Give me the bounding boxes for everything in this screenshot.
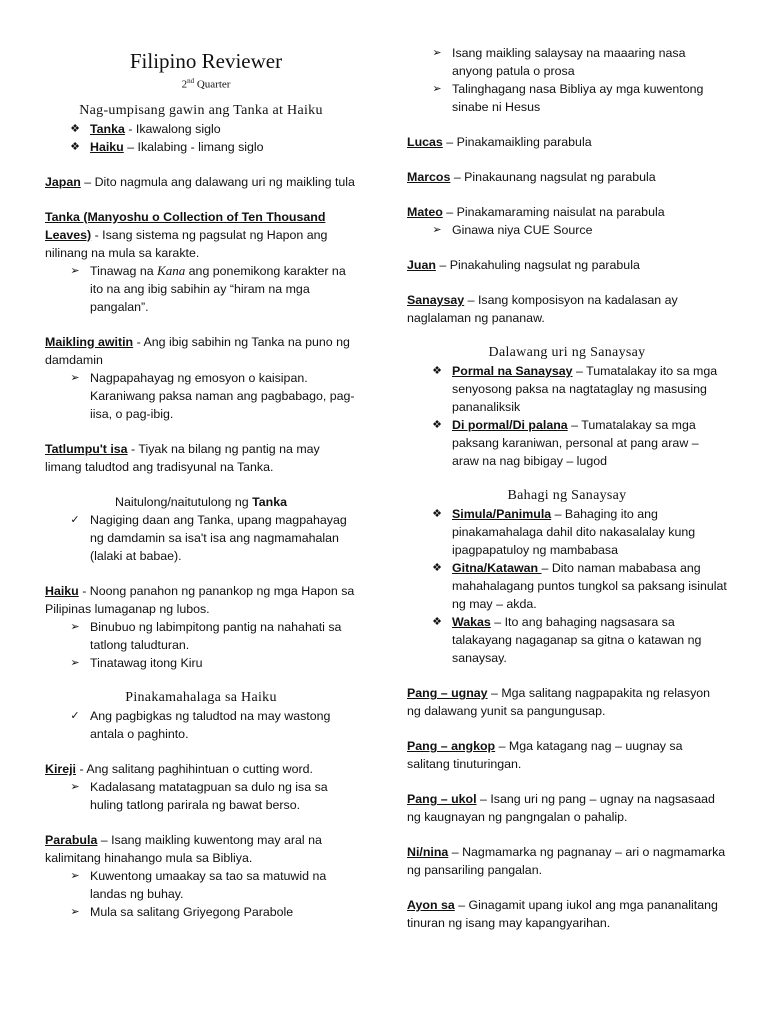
section-heading-pinakamahalaga: Pinakamahalaga sa Haiku	[125, 689, 277, 705]
kireji-list	[45, 778, 357, 814]
text: Naitulong/naitutulong ng	[115, 494, 253, 509]
section-heading-tanka-haiku: Nag-umpisang gawin ang Tanka at Haiku	[79, 102, 323, 118]
list-item	[67, 511, 357, 565]
dalawang-uri-list	[407, 362, 727, 470]
entry-ni-nina	[407, 843, 727, 879]
list-item	[67, 369, 357, 423]
term: Haiku	[45, 583, 79, 598]
tanka-haiku-list	[45, 120, 357, 156]
definition: - Ikawalong siglo	[124, 121, 221, 136]
term: Japan	[45, 174, 81, 189]
parabula-continued-list	[407, 44, 727, 116]
definition: – Pinakaunang nagsulat ng parabula	[450, 170, 656, 184]
entry-mateo	[407, 203, 727, 221]
definition: - Tiyak na bilang ng pantig na may limang taludtod ang tradisyunal na Tanka.	[45, 441, 320, 474]
entry-pang-ukol	[407, 790, 727, 826]
definition: - Isang sistema ng pagsulat ng Hapon ang nilinang na mula sa karakte.	[45, 227, 328, 260]
term: Pormal na Sanaysay	[452, 364, 573, 378]
entry-ayon-sa	[407, 896, 727, 932]
entry-marcos	[407, 168, 727, 186]
entry-haiku	[45, 582, 357, 618]
term: Parabula	[45, 832, 98, 847]
tanka-list	[45, 262, 357, 316]
italic-term: Kana	[157, 262, 186, 278]
diamond-bullet-icon: ❖	[70, 140, 80, 153]
definition: – Bahaging ito ang pinakamahalaga dahil dito nakasalalay kung ipagpapatuloy ng mambabasa	[452, 507, 696, 557]
term: Tanka	[90, 121, 125, 136]
haiku-list	[45, 618, 357, 672]
entry-pang-ugnay	[407, 684, 727, 720]
text: Talinghagang nasa Bibliya ay mga kuwentong sinabe ni Hesus	[452, 82, 704, 114]
term: Pang – ukol	[407, 792, 477, 806]
definition: – Ikalabing - limang siglo	[123, 139, 264, 154]
text: Mula sa salitang Griyegong Parabole	[90, 904, 294, 919]
entry-lucas	[407, 133, 727, 151]
arrow-bullet-icon: ➢	[70, 656, 80, 669]
entry-tatlumpu	[45, 440, 357, 476]
definition: - Noong panahon ng panankop ng mga Hapon sa Pilipinas lumaganap ng lubos.	[45, 583, 355, 616]
definition: – Nagmamarka ng pagnanay – ari o nagmamarka ng pansariling pangalan.	[407, 845, 726, 877]
check-bullet-icon: ✓	[70, 513, 80, 526]
list-item	[67, 120, 357, 138]
definition: – Pinakahuling nagsulat ng parabula	[435, 258, 640, 272]
list-item	[429, 80, 727, 116]
definition: – Ginagamit upang iukol ang mga pananalitang tinuran ng isang may kapangyarihan.	[407, 898, 718, 930]
term: Pang – ugnay	[407, 686, 488, 700]
term: Kireji	[45, 761, 76, 776]
term: Maikling awitin	[45, 334, 134, 349]
term: Marcos	[407, 170, 451, 184]
diamond-bullet-icon: ❖	[432, 419, 442, 431]
text: Kuwentong umaakay sa tao sa matuwid na landas ng buhay.	[90, 868, 327, 901]
text: Nagiging daan ang Tanka, upang magpahayag ng damdamin sa isa't isa ang nagmamahalan (lalaki at babae).	[90, 512, 347, 563]
list-item	[429, 416, 727, 470]
list-item	[67, 262, 357, 316]
definition: – Mga salitang nagpapakita ng relasyon ng dalawang yunit sa pangungusap.	[407, 686, 711, 718]
definition: – Mga katagang nag – uugnay sa salitang tinuturingan.	[407, 739, 683, 771]
definition: - Ang salitang paghihintuan o cutting word.	[76, 761, 313, 776]
list-item	[429, 505, 727, 559]
list-item	[429, 44, 727, 80]
list-item	[429, 221, 727, 239]
pinakamahalaga-list	[45, 707, 357, 743]
arrow-bullet-icon: ➢	[70, 620, 80, 633]
entry-maikling-awitin	[45, 333, 357, 369]
list-item	[429, 559, 727, 613]
section-heading-dalawang-uri: Dalawang uri ng Sanaysay	[488, 345, 646, 360]
arrow-bullet-icon: ➢	[432, 224, 442, 236]
entry-kireji	[45, 760, 357, 778]
diamond-bullet-icon: ❖	[432, 365, 442, 377]
term: Juan	[407, 258, 436, 272]
text: Ang pagbigkas ng taludtod na may wastong antala o paghinto.	[90, 708, 331, 741]
list-item	[67, 707, 357, 743]
diamond-bullet-icon: ❖	[432, 508, 442, 520]
diamond-bullet-icon: ❖	[70, 122, 80, 135]
term: Sanaysay	[407, 293, 465, 307]
list-item	[429, 362, 727, 416]
arrow-bullet-icon: ➢	[70, 780, 80, 793]
entry-parabula	[45, 831, 357, 867]
text: Binubuo ng labimpitong pantig na nahahati sa tatlong taludturan.	[90, 619, 342, 652]
definition: – Pinakamaraming naisulat na parabula	[442, 205, 665, 219]
definition: - Ang ibig sabihin ng Tanka na puno ng damdamin	[45, 334, 350, 367]
text: Nagpapahayag ng emosyon o kaisipan. Karaniwang paksa naman ang pagbabago, pag-iisa, o pag-ibig.	[90, 370, 355, 421]
definition: – Ito ang bahaging nagsasara sa talakayang nagaganap sa gitna o katawan ng sanaysay.	[452, 615, 702, 665]
term: Haiku	[90, 139, 124, 154]
definition: – Isang maikling kuwentong may aral na kalimitang hinahango mula sa Bibliya.	[45, 832, 322, 865]
bold-text: Tanka	[252, 494, 287, 509]
right-column	[407, 0, 727, 932]
maikling-list	[45, 369, 357, 423]
definition: – Isang uri ng pang – ugnay na nagsasaad ng kaugnayan ng pangngalan o pahalip.	[407, 792, 715, 824]
entry-japan	[45, 173, 357, 191]
arrow-bullet-icon: ➢	[70, 905, 80, 918]
text: ang ponemikong karakter na ito na ang ibig sabihin ay “hiram na mga pangalan”.	[90, 263, 346, 314]
arrow-bullet-icon: ➢	[70, 371, 80, 384]
definition: – Dito nagmula ang dalawang uri ng maikling tula	[80, 174, 355, 189]
text: Isang maikling salaysay na maaaring nasa anyong patula o prosa	[452, 46, 686, 78]
diamond-bullet-icon: ❖	[432, 616, 442, 628]
term: Pang – angkop	[407, 739, 496, 753]
list-item	[67, 778, 357, 814]
subtitle-superscript: nd	[187, 77, 195, 85]
entry-pang-angkop	[407, 737, 727, 773]
diamond-bullet-icon: ❖	[432, 562, 442, 574]
list-item	[67, 903, 357, 921]
definition: – Tumatalakay sa mga paksang karaniwan, personal at pang araw – araw na nag bibigay – lugod	[452, 418, 699, 468]
subtitle-rest: Quarter	[194, 78, 231, 91]
document-title: Filipino Reviewer	[129, 49, 283, 73]
arrow-bullet-icon: ➢	[70, 869, 80, 882]
bahagi-list	[407, 505, 727, 667]
term: Ayon sa	[407, 898, 455, 912]
text: Tinatawag itong Kiru	[90, 655, 203, 670]
definition: – Isang komposisyon na kadalasan ay naglalaman ng pananaw.	[407, 293, 678, 325]
definition: – Pinakamaikling parabula	[442, 135, 592, 149]
term: Wakas	[452, 615, 491, 629]
term: Tatlumpu't isa	[45, 441, 128, 456]
definition: – Tumatalakay ito sa mga senyosong paksa na nagtataglay ng masusing pananaliksik	[452, 364, 718, 414]
term: Tanka (Manyoshu o Collection of Ten Thousand Leaves)	[45, 209, 326, 242]
term: Gitna/Katawan	[452, 561, 542, 575]
entry-juan	[407, 256, 727, 274]
document-subtitle	[45, 74, 357, 92]
term: Mateo	[407, 205, 443, 219]
text: Kadalasang matatagpuan sa dulo ng isa sa huling tatlong parirala ng bawat berso.	[90, 779, 328, 812]
parabula-list	[45, 867, 357, 921]
term: Ni/nina	[407, 845, 449, 859]
term: Simula/Panimula	[452, 507, 552, 521]
term: Di pormal/Di palana	[452, 418, 568, 432]
arrow-bullet-icon: ➢	[70, 264, 80, 277]
list-item	[67, 867, 357, 903]
arrow-bullet-icon: ➢	[432, 83, 442, 95]
check-bullet-icon: ✓	[70, 709, 80, 722]
list-item	[429, 613, 727, 667]
arrow-bullet-icon: ➢	[432, 47, 442, 59]
list-item	[67, 618, 357, 654]
list-item	[67, 654, 357, 672]
section-heading-bahagi: Bahagi ng Sanaysay	[507, 488, 627, 503]
naitulong-heading	[45, 493, 357, 511]
left-column	[45, 0, 357, 921]
term: Lucas	[407, 135, 443, 149]
naitulong-list	[45, 511, 357, 565]
entry-sanaysay	[407, 291, 727, 327]
subtitle-number: 2	[181, 78, 188, 91]
definition: – Dito naman mababasa ang mahahalagang puntos tungkol sa paksang isinulat ng may – akda.	[452, 561, 727, 611]
text: Ginawa niya CUE Source	[452, 223, 593, 237]
list-item	[67, 138, 357, 156]
entry-tanka	[45, 208, 357, 262]
mateo-list	[407, 221, 727, 239]
text: Tinawag na	[90, 263, 158, 278]
